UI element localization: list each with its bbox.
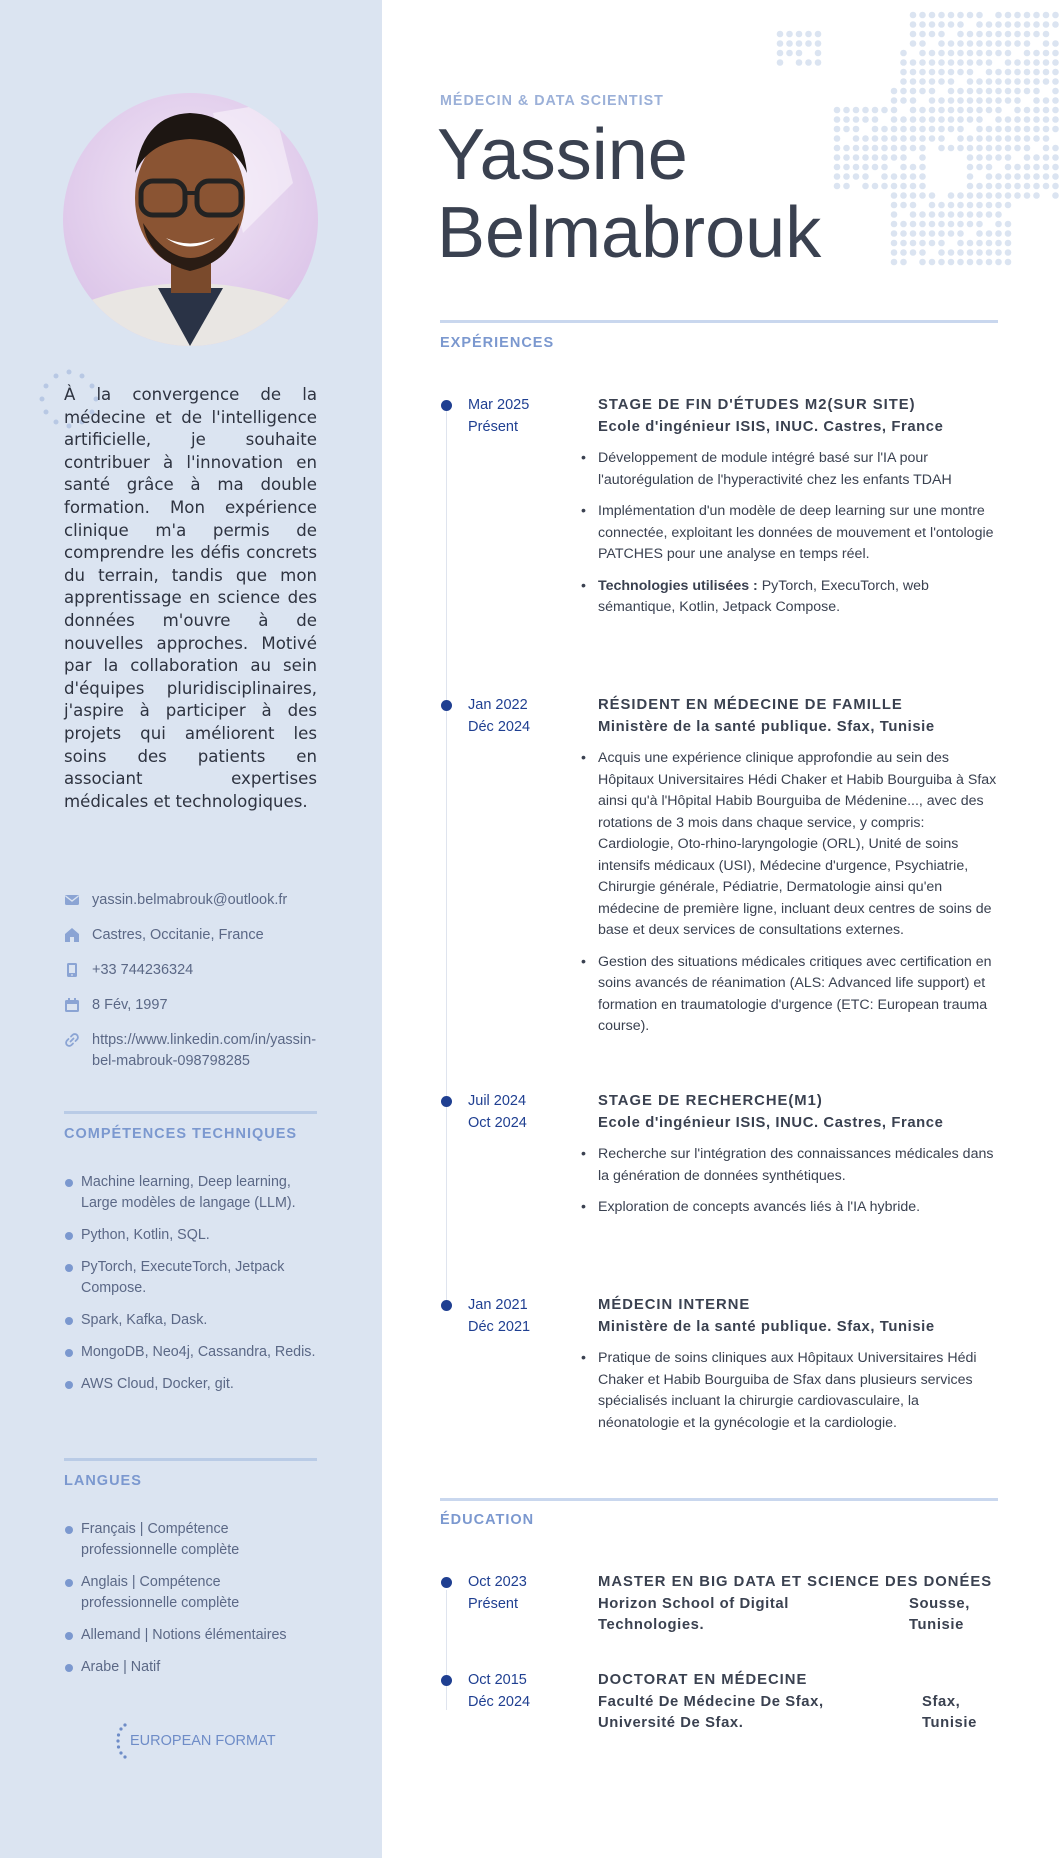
profile-photo — [63, 93, 318, 346]
skills-list — [64, 1172, 317, 1395]
list-item: Français | Compétence professionnelle complète — [64, 1519, 317, 1561]
divider — [440, 320, 998, 323]
entry-title: DOCTORAT EN MÉDECINE — [598, 1672, 808, 1688]
entry-title: MÉDECIN INTERNE — [598, 1297, 751, 1313]
skills-section — [64, 1111, 317, 1406]
timeline-dot — [441, 400, 452, 411]
list-item: PyTorch, ExecuteTorch, Jetpack Compose. — [64, 1257, 317, 1299]
languages-list — [64, 1519, 317, 1678]
skills-heading: COMPÉTENCES TECHNIQUES — [64, 1126, 298, 1142]
divider — [64, 1458, 317, 1461]
entry-bullets — [598, 748, 1000, 1038]
entry-organization: Ministère de la santé publique. Sfax, Tunisie — [598, 1318, 935, 1335]
timeline-dot — [441, 700, 452, 711]
list-item: Arabe | Natif — [64, 1657, 317, 1678]
education-heading: ÉDUCATION — [440, 1512, 535, 1528]
list-item: • Gestion des situations médicales critiques avec certification en soins avancés de réanimation (ALS: Advanced life support) et formation en traumatologie d'urgence (ETC: European trauma course). — [598, 952, 1000, 1038]
languages-section — [64, 1458, 317, 1689]
list-item: Python, Kotlin, SQL. — [64, 1225, 317, 1246]
contact-phone[interactable]: +33 744236324 — [64, 960, 324, 981]
list-item: • Acquis une expérience clinique approfondie au sein des Hôpitaux Universitaires Hédi Chaker et Habib Bourguiba à Sfax ainsi qu'à l'Hôpital Habib Bourguiba de Médenine..., avec des rotations de 3 mois dans chaque service, y compris: Cardiologie, Oto-rhino-laryngologie (ORL), Unité de soins intensifs médicaux (USI), Médecine d'urgence, Psychiatrie, Chirurgie générale, Pédiatrie, Dermatologie ainsi qu'en médecine de première ligne, incluant deux centres de soins de base et deux services de consultations externes. — [598, 748, 1000, 942]
contact-birthdate: 8 Fév, 1997 — [64, 995, 324, 1016]
eu-stars-icon — [116, 1722, 128, 1760]
timeline-line — [446, 410, 447, 1310]
timeline-dot — [441, 1096, 452, 1107]
list-item: Anglais | Compétence professionnelle complète — [64, 1572, 317, 1614]
job-title: MÉDECIN & DATA SCIENTIST — [440, 93, 664, 109]
list-item: Spark, Kafka, Dask. — [64, 1310, 317, 1331]
list-item: • Exploration de concepts avancés liés à l'IA hybride. — [598, 1197, 1000, 1219]
entry-title: STAGE DE RECHERCHE(M1) — [598, 1093, 823, 1109]
list-item: • Recherche sur l'intégration des connaissances médicales dans la génération de données synthétiques. — [598, 1144, 1000, 1187]
entry-dates: Mar 2025 Présent — [468, 397, 530, 435]
entry-organization: Ecole d'ingénieur ISIS, INUC. Castres, France — [598, 1114, 944, 1131]
entry-organization: Ministère de la santé publique. Sfax, Tunisie — [598, 718, 935, 735]
profile-summary: À la convergence de la médecine et de l'intelligence artificielle, je souhaite contribuer à l'innovation en santé grâce à ma double formation. Mon expérience clinique m'a permis de comprendre les défis concrets du terrain, tandis que mon apprentissage en science des données m'ouvre à de nouvelles approches. Motivé par la collaboration au sein d'équipes pluridisciplinaires, j'aspire à participer à des projets qui améliorent les soins des patients en associant expertises médicales et technologiques. — [64, 385, 317, 811]
contact-location: Castres, Occitanie, France — [64, 925, 324, 946]
entry-dates: Juil 2024 Oct 2024 — [468, 1093, 527, 1131]
list-item: • Pratique de soins cliniques aux Hôpitaux Universitaires Hédi Chaker et Habib Bourguiba de Sfax dans plusieurs services spécialisés incluant la chirurgie cardiovasculaire, la néonatologie et la gynécologie et la cardiologie. — [598, 1348, 1000, 1434]
link-icon — [64, 1032, 80, 1048]
timeline-dot — [441, 1577, 452, 1588]
list-item: • Implémentation d'un modèle de deep learning sur une montre connectée, exploitant les données de mouvement et l'ontologie PATCHES pour une analyse en temps réel. — [598, 501, 1000, 566]
sidebar — [0, 0, 382, 1858]
languages-heading: LANGUES — [64, 1473, 142, 1489]
timeline-line — [446, 1590, 447, 1710]
list-item: AWS Cloud, Docker, git. — [64, 1374, 317, 1395]
full-name: Yassine Belmabrouk — [437, 115, 822, 273]
phone-icon — [64, 962, 80, 978]
timeline-dot — [441, 1300, 452, 1311]
divider — [64, 1111, 317, 1114]
entry-bullets — [598, 1144, 1000, 1219]
list-item: • Développement de module intégré basé sur l'IA pour l'autorégulation de l'hyperactivité chez les enfants TDAH — [598, 448, 1000, 491]
list-item: MongoDB, Neo4j, Cassandra, Redis. — [64, 1342, 317, 1363]
list-item: • Technologies utilisées : PyTorch, ExecuTorch, web sémantique, Kotlin, Jetpack Compose. — [598, 576, 1000, 619]
entry-organization: Ecole d'ingénieur ISIS, INUC. Castres, France — [598, 418, 944, 435]
european-format-badge: EUROPEAN FORMAT — [116, 1722, 276, 1760]
entry-bullets — [598, 1348, 1000, 1434]
entry-dates: Jan 2022 Déc 2024 — [468, 697, 531, 735]
contact-email[interactable]: yassin.belmabrouk@outlook.fr — [64, 890, 324, 911]
list-item: Machine learning, Deep learning, Large modèles de langage (LLM). — [64, 1172, 317, 1214]
home-icon — [64, 927, 80, 943]
entry-dates: Oct 2023 Présent — [468, 1574, 527, 1612]
entry-organization: Horizon School of Digital Technologies. Sousse, Tunisie — [598, 1595, 970, 1633]
entry-dates: Oct 2015 Déc 2024 — [468, 1672, 531, 1710]
email-icon — [64, 892, 80, 908]
entry-organization: Faculté De Médecine De Sfax, Université De Sfax. Sfax, Tunisie — [598, 1693, 977, 1731]
contact-info — [64, 890, 324, 1084]
calendar-icon — [64, 997, 80, 1013]
entry-title: MASTER EN BIG DATA ET SCIENCE DES DONÉES — [598, 1574, 993, 1590]
entry-bullets — [598, 448, 1000, 619]
entry-dates: Jan 2021 Déc 2021 — [468, 1297, 531, 1335]
contact-linkedin[interactable]: https://www.linkedin.com/in/yassin-bel-mabrouk-098798285 — [64, 1030, 324, 1072]
list-item: Allemand | Notions élémentaires — [64, 1625, 317, 1646]
experience-heading: EXPÉRIENCES — [440, 335, 555, 351]
entry-title: RÉSIDENT EN MÉDECINE DE FAMILLE — [598, 697, 903, 713]
entry-title: STAGE DE FIN D'ÉTUDES M2(SUR SITE) — [598, 397, 916, 413]
divider — [440, 1498, 998, 1501]
timeline-dot — [441, 1675, 452, 1686]
